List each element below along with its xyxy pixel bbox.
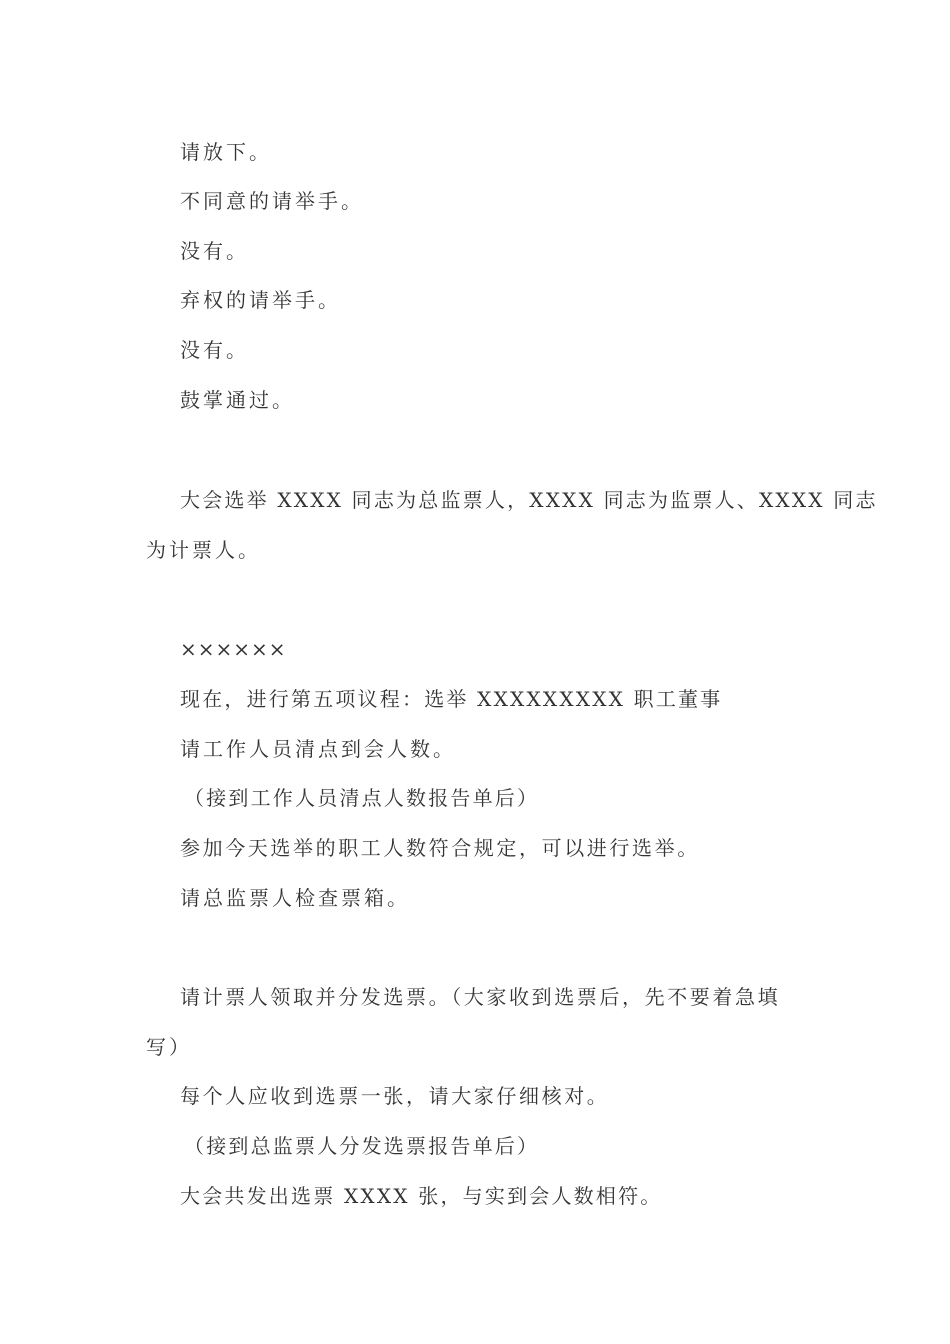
text-line: 鼓掌通过。 (180, 388, 295, 412)
text-line: 参加今天选举的职工人数符合规定，可以进行选举。 (180, 836, 700, 860)
text-line: 没有。 (180, 338, 249, 362)
text-line: 不同意的请举手。 (180, 189, 364, 213)
text-line: 请放下。 (180, 140, 272, 164)
text-line: 大会共发出选票 XXXX 张，与实到会人数相符。 (180, 1184, 663, 1208)
text-line: 请总监票人检查票箱。 (180, 886, 410, 910)
text-line: 现在，进行第五项议程：选举 XXXXXXXXX 职工董事 (180, 687, 723, 711)
text-line: 每个人应收到选票一张，请大家仔细核对。 (180, 1084, 610, 1108)
text-line: 弃权的请举手。 (180, 288, 341, 312)
separator-marks: ×××××× (180, 637, 287, 661)
text-line-continued: 写） (146, 1035, 192, 1059)
text-line-parenthetical: （接到总监票人分发选票报告单后） (184, 1134, 540, 1158)
text-line: 请工作人员清点到会人数。 (180, 737, 456, 761)
text-line-continued: 为计票人。 (146, 538, 261, 562)
text-line: 请计票人领取并分发选票。（大家收到选票后，先不要着急填 (180, 985, 781, 1009)
text-line: 大会选举 XXXX 同志为总监票人，XXXX 同志为监票人、XXXX 同志 (180, 488, 878, 512)
text-line-parenthetical: （接到工作人员清点人数报告单后） (184, 786, 540, 810)
text-line: 没有。 (180, 239, 249, 263)
